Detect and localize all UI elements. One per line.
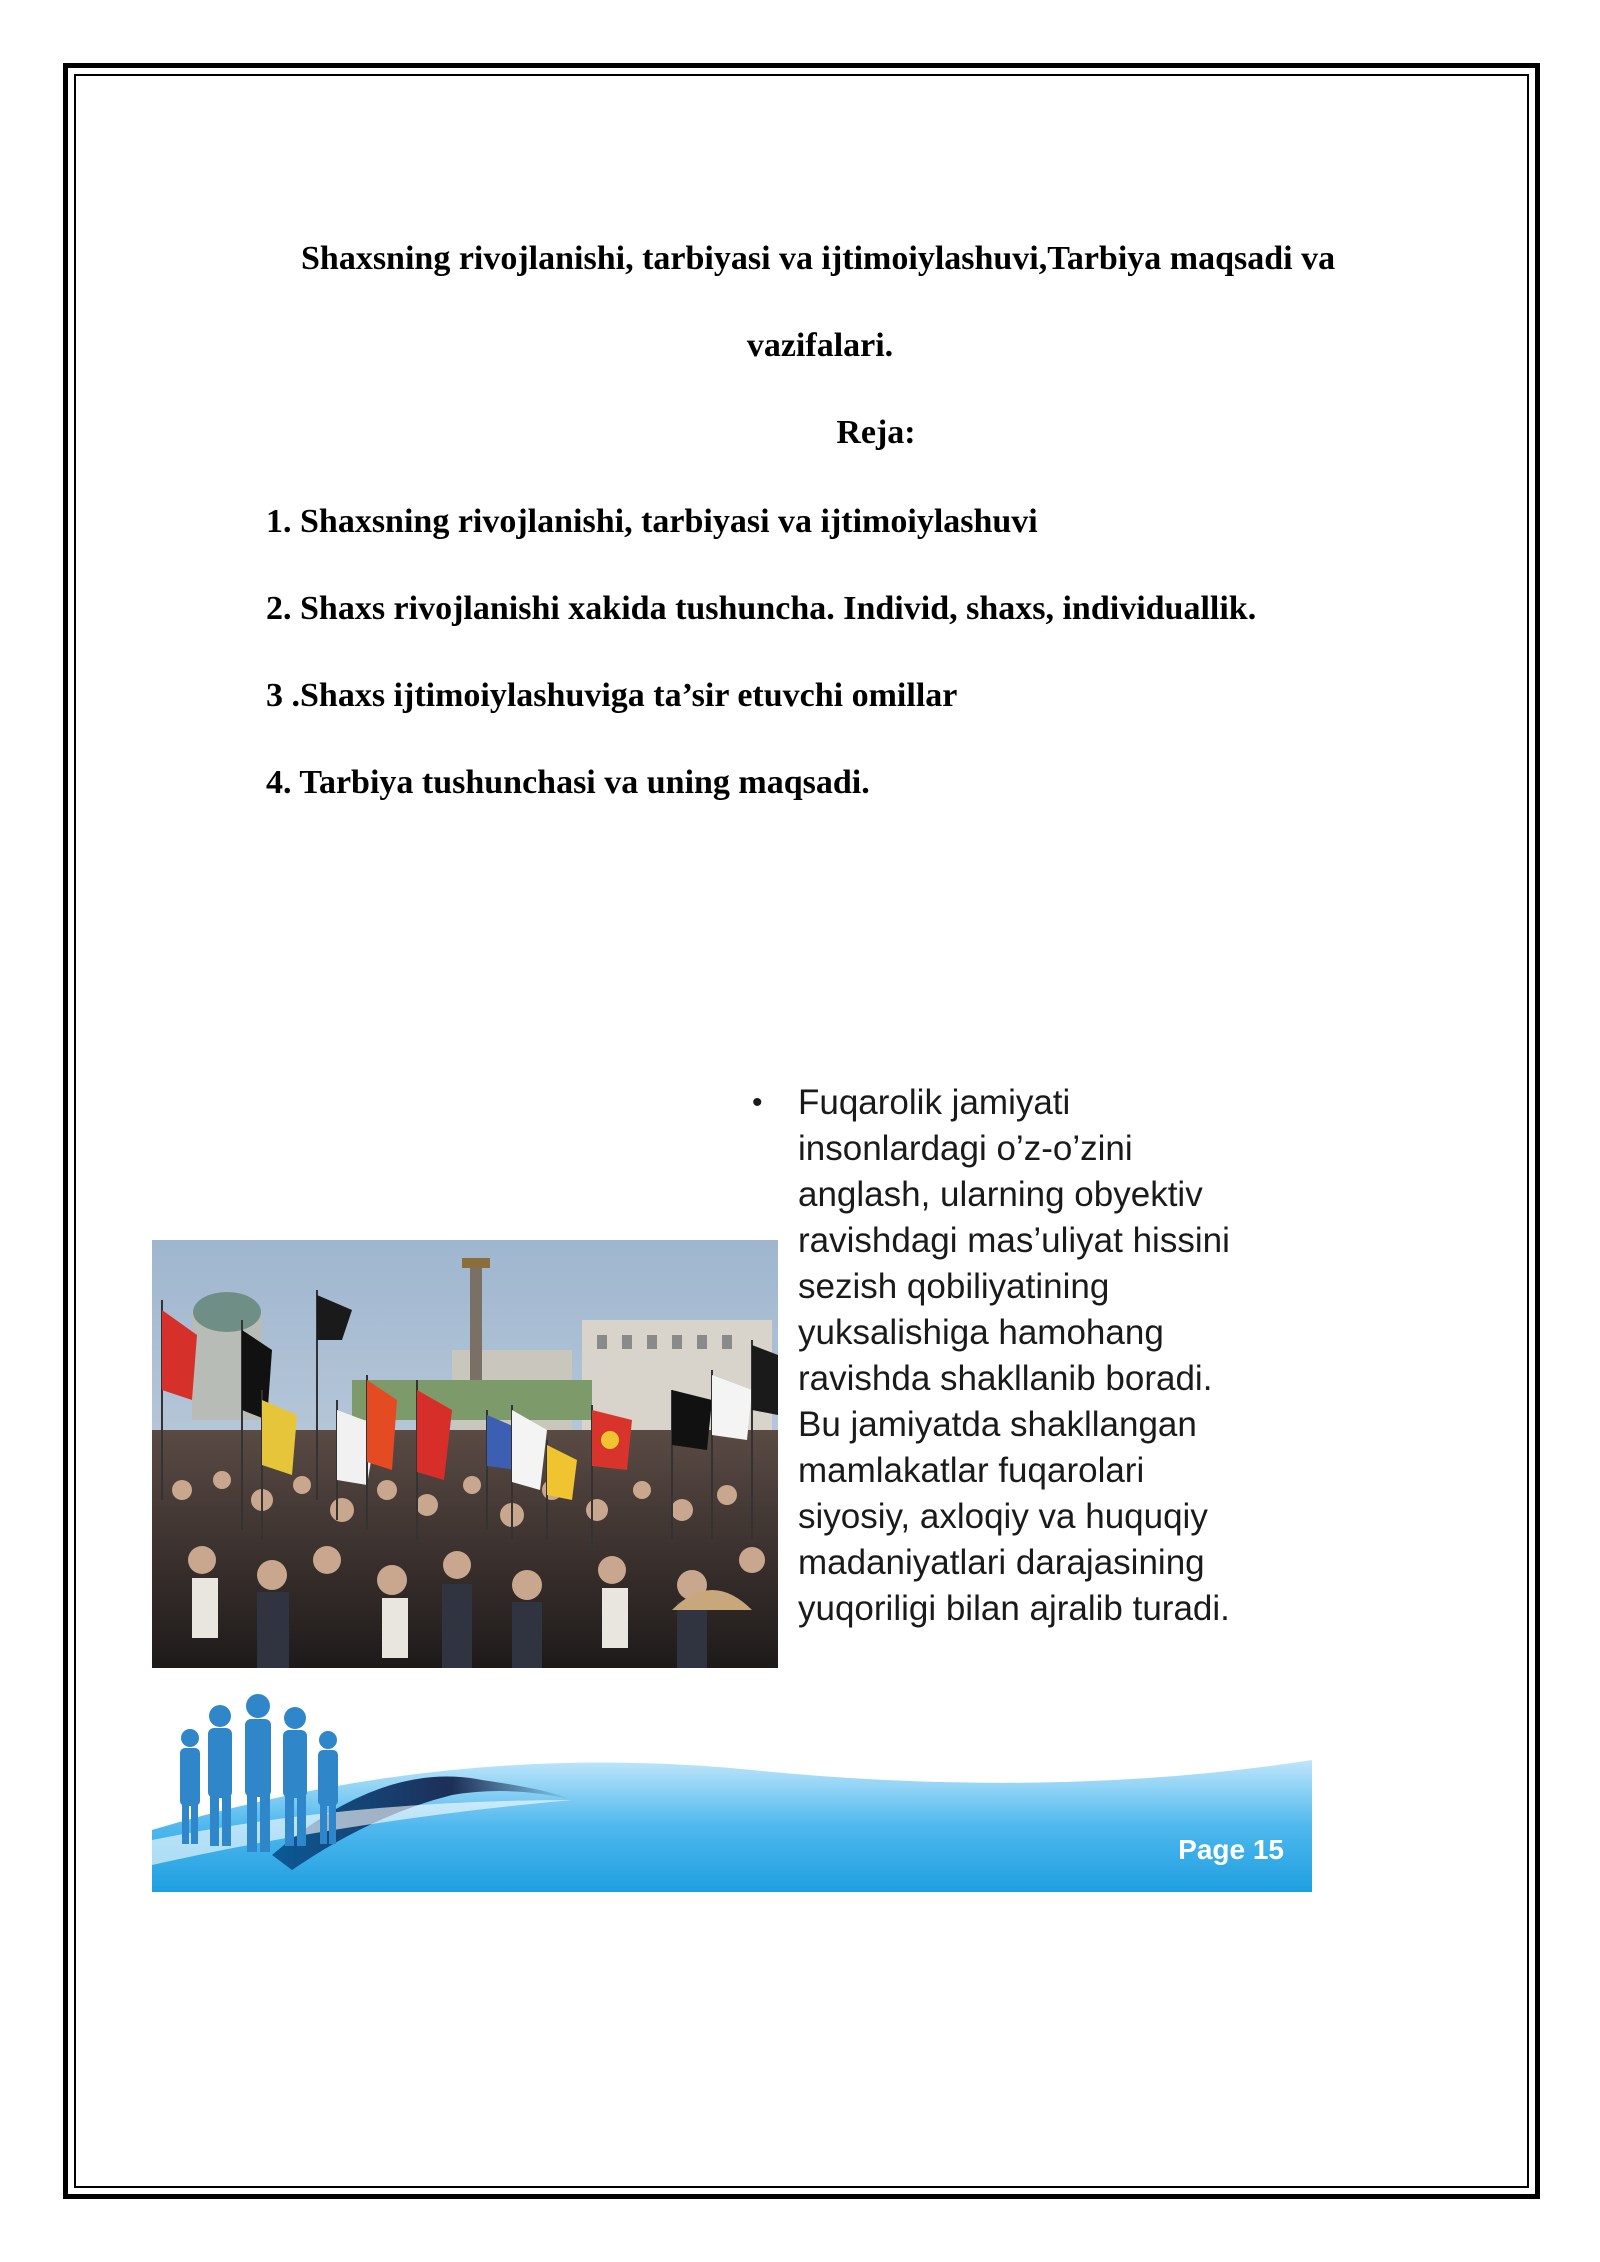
slide-footer — [152, 1680, 1312, 1892]
document-title-line2: vazifalari. — [746, 327, 894, 364]
slide-paragraph: Fuqarolik jamiyati insonlardagi o’z-o’zini anglash, ularning obyektiv ravishdagi mas’uliyat hissini sezish qobiliyatining yuksalishiga hamohang ravishda shakllanib boradi. Bu jamiyatda shakllangan mamlakatlar fuqarolari siyosiy, axloqiy va huquqiy madaniyatlari darajasining yuqoriligi bilan ajralib turadi. — [798, 1083, 1230, 1628]
slide-text-block — [752, 1080, 1272, 1632]
plan-item: 3 .Shaxs ijtimoiylashuviga ta’sir etuvchi omillar — [266, 677, 958, 714]
plan-item: 2. Shaxs rivojlanishi xakida tushuncha. Individ, shaxs, individuallik. — [266, 590, 1257, 627]
plan-item: 1. Shaxsning rivojlanishi, tarbiyasi va ijtimoiylashuvi — [266, 503, 1038, 540]
bullet-icon: • — [752, 1086, 763, 1119]
plan-item: 4. Tarbiya tushunchasi va uning maqsadi. — [266, 764, 870, 801]
embedded-slide — [152, 1060, 1312, 1892]
slide-page-number: Page 15 — [1178, 1834, 1284, 1865]
people-silhouette-icon — [170, 1688, 350, 1858]
plan-heading: Reja: — [836, 414, 916, 451]
rally-photo — [152, 1240, 778, 1668]
plan-list — [266, 500, 1256, 848]
document-title-line1: Shaxsning rivojlanishi, tarbiyasi va ijtimoiylashuvi,Tarbiya maqsadi va — [301, 240, 1336, 277]
